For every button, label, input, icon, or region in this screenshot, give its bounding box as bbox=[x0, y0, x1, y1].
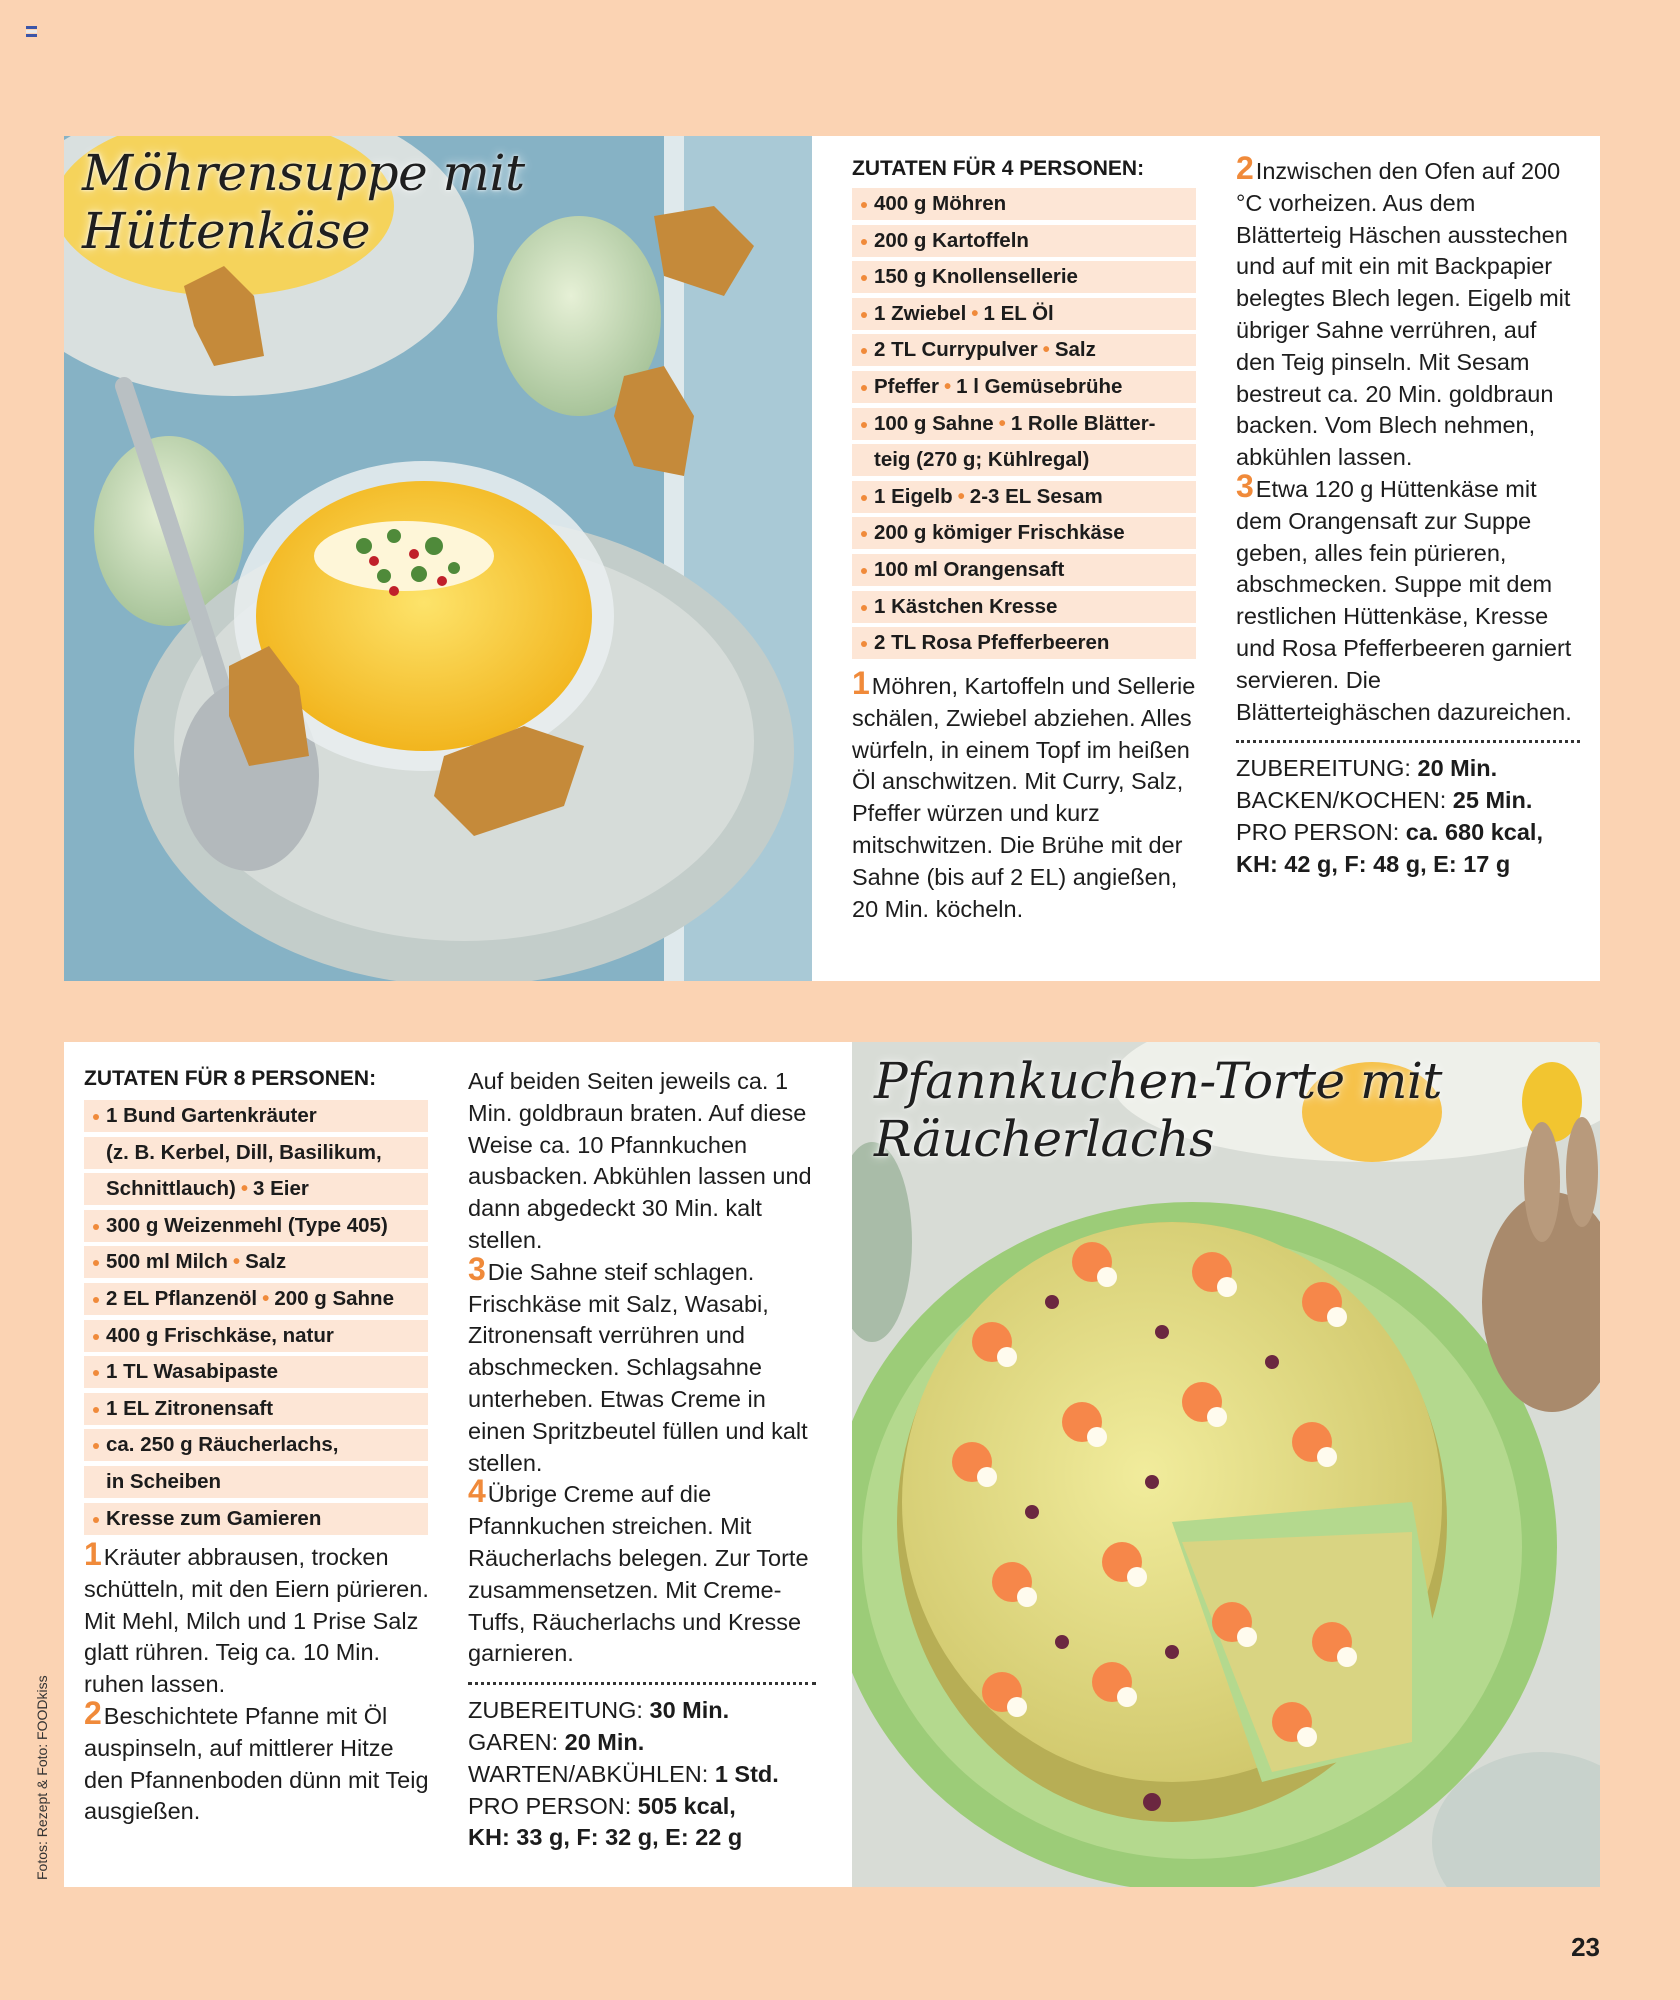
steps-column-left bbox=[852, 665, 1202, 925]
ingredient-item bbox=[852, 188, 1196, 220]
recipe-meta: ZUBEREITUNG: 20 Min. BACKEN/KOCHEN: 25 Min. PRO PERSON: ca. 680 kcal, KH: 42 g, F: 48 g, E: 17 g bbox=[1236, 755, 1543, 877]
ingredient-text: 400 g Frischkäse, natur bbox=[106, 1323, 334, 1347]
crepe-cake-photo bbox=[852, 1042, 1600, 1887]
ingredient-text: ca. 250 g Räucherlachs, bbox=[106, 1433, 339, 1457]
recipe-step: 3Die Sahne steif schlagen. Frischkäse mit Salz, Wasabi, Zitronensaft verrühren und abschmecken. Schlagsahne unterheben. Etwas Creme in einen Spritzbeutel füllen und kalt stellen. bbox=[468, 1250, 808, 1476]
ingredients-list bbox=[852, 188, 1196, 664]
ingredient-item bbox=[84, 1320, 428, 1352]
ingredient-item bbox=[84, 1246, 428, 1278]
ingredient-item bbox=[852, 627, 1196, 659]
ingredient-text: 1 EL Zitronensaft bbox=[106, 1396, 274, 1420]
recipe-step: Auf beiden Seiten jeweils ca. 1 Min. goldbraun braten. Auf diese Weise ca. 10 Pfannkuchen ausbacken. Abkühlen lassen und dann abgedeckt 30 Min. kalt stellen. bbox=[468, 1068, 812, 1253]
ingredient-item bbox=[852, 334, 1196, 366]
bullet-separator: • bbox=[971, 301, 979, 325]
steps-column-right bbox=[1236, 150, 1582, 881]
ingredient-item bbox=[852, 371, 1196, 403]
flag-icon bbox=[26, 26, 37, 36]
bullet-separator: • bbox=[262, 1286, 270, 1310]
ingredient-text: 200 g Sahne bbox=[274, 1286, 394, 1310]
soup-photo bbox=[64, 136, 812, 981]
ingredient-item bbox=[84, 1173, 428, 1205]
ingredients-heading: ZUTATEN FÜR 8 PERSONEN: bbox=[84, 1067, 377, 1090]
ingredient-text: 500 ml Milch bbox=[106, 1250, 228, 1274]
ingredient-text: 1 Bund Gartenkräuter bbox=[106, 1104, 317, 1127]
photo-credit: Fotos: Rezept & Foto: FOODkiss bbox=[34, 1675, 50, 1880]
bullet-separator: • bbox=[957, 484, 965, 508]
ingredients-heading: ZUTATEN FÜR 4 PERSONEN: bbox=[852, 157, 1145, 180]
ingredient-item bbox=[84, 1137, 428, 1169]
ingredient-item bbox=[852, 225, 1196, 257]
ingredient-item bbox=[84, 1503, 428, 1535]
ingredient-text: Salz bbox=[1054, 338, 1096, 362]
ingredient-text: 1 Eigelb bbox=[874, 484, 953, 508]
ingredient-text: 1 l Gemüsebrühe bbox=[956, 374, 1123, 398]
ingredient-item bbox=[84, 1100, 428, 1132]
ingredient-item bbox=[84, 1393, 428, 1425]
ingredient-text: Kresse zum Gamieren bbox=[106, 1506, 322, 1530]
ingredient-item bbox=[852, 481, 1196, 513]
ingredient-text: 1 TL Wasabipaste bbox=[106, 1360, 279, 1384]
ingredient-item bbox=[852, 261, 1196, 293]
ingredient-text: 2 EL Pflanzenöl bbox=[106, 1286, 258, 1310]
ingredient-item bbox=[84, 1210, 428, 1242]
recipe-title: Pfannkuchen-Torte mit Räucherlachs bbox=[874, 1052, 1443, 1168]
ingredient-item bbox=[84, 1429, 428, 1461]
ingredient-item bbox=[852, 554, 1196, 586]
dotted-divider bbox=[468, 1682, 816, 1685]
recipe-card-moehrensuppe bbox=[64, 136, 1600, 981]
steps-column-left bbox=[84, 1536, 434, 1828]
ingredient-text: Schnittlauch) bbox=[106, 1177, 236, 1201]
ingredient-text: (z. B. Kerbel, Dill, Basilikum, bbox=[106, 1140, 382, 1164]
ingredient-text: in Scheiben bbox=[106, 1469, 222, 1493]
ingredient-text: 3 Eier bbox=[253, 1177, 309, 1201]
bullet-separator: • bbox=[240, 1177, 249, 1201]
ingredient-text: 200 g Kartoffeln bbox=[874, 228, 1029, 252]
ingredient-item bbox=[84, 1356, 428, 1388]
ingredient-text: 400 g Möhren bbox=[874, 192, 1007, 215]
bullet-separator: • bbox=[998, 411, 1006, 435]
ingredient-text: 100 g Sahne bbox=[874, 411, 994, 435]
recipe-step: 3Etwa 120 g Hüttenkäse mit dem Orangensaft zur Suppe geben, alles fein pürieren, abschmecken. Suppe mit dem restlichen Hüttenkäse, Kresse und Rosa Pfefferbeeren garniert servieren. Die Blätterteighäschen dazureichen. bbox=[1236, 467, 1572, 725]
recipe-step: 4Übrige Creme auf die Pfannkuchen streichen. Mit Räucherlachs belegen. Zur Torte zusammensetzen. Mit Creme-Tuffs, Räucherlachs und Kresse garnieren. bbox=[468, 1473, 809, 1667]
ingredient-text: Salz bbox=[245, 1250, 287, 1274]
ingredient-item bbox=[84, 1283, 428, 1315]
page-number: 23 bbox=[1571, 1932, 1600, 1962]
ingredient-text: 2 TL Currypulver bbox=[874, 338, 1038, 362]
ingredient-text: 200 g kömiger Frischkäse bbox=[874, 521, 1125, 545]
recipe-step: 2Inzwischen den Ofen auf 200 °C vorheizen. Aus dem Blätterteig Häschen ausstechen und auf mit ein mit Backpapier belegtes Blech legen. Eigelb mit übriger Sahne verrühren, auf den Teig pinseln. Mit Sesam bestreut ca. 20 Min. goldbraun backen. Vom Blech nehmen, abkühlen lassen. bbox=[1236, 150, 1571, 471]
recipe-meta: ZUBEREITUNG: 30 Min. GAREN: 20 Min. WARTEN/ABKÜHLEN: 1 Std. PRO PERSON: 505 kcal, KH: 33 g, F: 32 g, E: 22 g bbox=[468, 1697, 779, 1851]
crepe-cake-photo-illustration bbox=[852, 1042, 1600, 1887]
ingredient-text: Pfeffer bbox=[874, 374, 939, 398]
ingredient-item bbox=[84, 1466, 428, 1498]
recipe-card-pfannkuchen-torte bbox=[64, 1042, 1600, 1887]
ingredient-text: 1 Zwiebel bbox=[874, 301, 967, 325]
soup-photo-illustration bbox=[64, 136, 812, 981]
ingredient-text: 2 TL Rosa Pfefferbeeren bbox=[874, 631, 1110, 655]
ingredient-text: 1 Kästchen Kresse bbox=[874, 594, 1058, 618]
ingredient-text: 100 ml Orangensaft bbox=[874, 557, 1065, 581]
ingredient-text: 300 g Weizenmehl (Type 405) bbox=[106, 1213, 388, 1237]
ingredient-item bbox=[852, 408, 1196, 440]
recipe-step: 2Beschichtete Pfanne mit Öl auspinseln, auf mittlerer Hitze den Pfannenboden dünn mit Teig ausgießen. bbox=[84, 1694, 429, 1825]
dotted-divider bbox=[1236, 740, 1580, 743]
ingredients-list bbox=[84, 1100, 428, 1539]
bullet-separator: • bbox=[943, 374, 952, 398]
recipe-step: 1Kräuter abbrausen, trocken schütteln, mit den Eiern pürieren. Mit Mehl, Milch und 1 Prise Salz glatt rühren. Teig ca. 10 Min. ruhen lassen. bbox=[84, 1536, 429, 1698]
ingredient-text: 2-3 EL Sesam bbox=[969, 484, 1103, 508]
ingredient-text: teig (270 g; Kühlregal) bbox=[874, 448, 1090, 472]
ingredient-item bbox=[852, 591, 1196, 623]
recipe-step: 1Möhren, Kartoffeln und Sellerie schälen, Zwiebel abziehen. Alles würfeln, in einem Topf im heißen Öl anschwitzen. Mit Curry, Salz, Pfeffer würzen und kurz mitschwitzen. Die Brühe mit der Sahne (bis auf 2 EL) angießen, 20 Min. köcheln. bbox=[852, 665, 1196, 922]
ingredient-text: 150 g Knollensellerie bbox=[874, 265, 1078, 289]
ingredient-item bbox=[852, 298, 1196, 330]
bullet-separator: • bbox=[232, 1250, 241, 1274]
steps-column-middle bbox=[468, 1066, 818, 1854]
ingredient-item bbox=[852, 444, 1196, 476]
ingredient-text: 1 Rolle Blätter- bbox=[1010, 411, 1156, 435]
bullet-separator: • bbox=[1042, 338, 1050, 362]
recipe-title: Möhrensuppe mit Hüttenkäse bbox=[82, 144, 525, 260]
ingredient-item bbox=[852, 517, 1196, 549]
ingredient-text: 1 EL Öl bbox=[983, 301, 1054, 325]
